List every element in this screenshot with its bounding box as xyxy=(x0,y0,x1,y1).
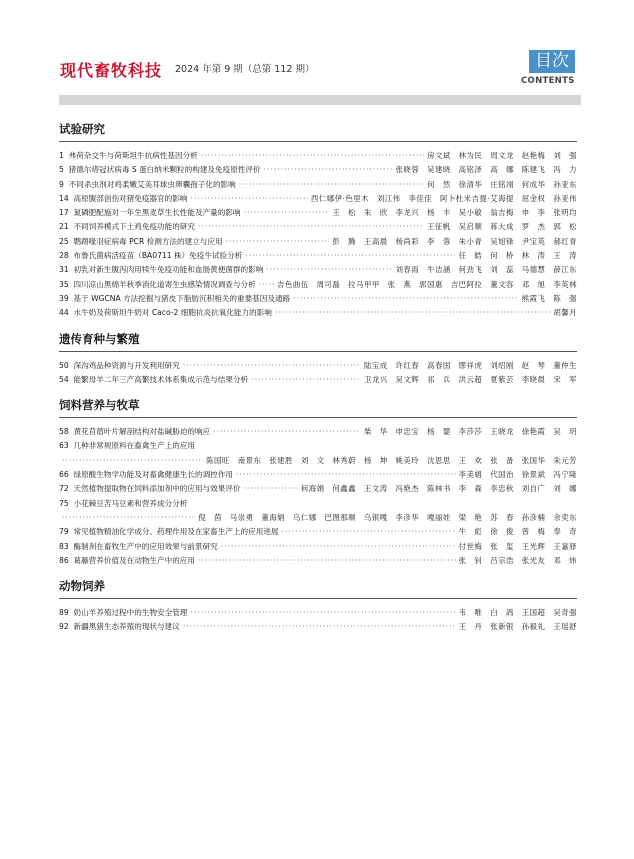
entry-title: 不同杀虫剂对鸡柔嫩艾美耳球虫卵囊孢子化的影响 xyxy=(68,179,236,189)
entry-authors: 房文斌 林为民 周文龙 赵艳梅 刘 强 xyxy=(427,151,577,160)
toc-section xyxy=(59,331,577,388)
toc-entry[interactable] xyxy=(59,425,577,439)
entry-page-number: 25 xyxy=(59,236,69,246)
entry-title-with-page xyxy=(59,554,195,568)
entry-title-with-page xyxy=(59,439,195,453)
section-title: 遗传育种与繁殖 xyxy=(59,331,577,352)
leader-dots xyxy=(213,425,361,439)
entry-authors: 胡馨月 xyxy=(553,308,577,318)
entry-title: 黄花苜蓿叶片解剖结构对盐碱胁迫的响应 xyxy=(73,427,211,437)
entry-title: 猪德尔塔冠状病毒 S 蛋白纳米颗粒的构建及免疫原性评价 xyxy=(68,165,261,175)
leader-dots xyxy=(190,192,308,206)
entry-title-with-page xyxy=(59,263,263,277)
leader-dots xyxy=(275,306,550,320)
entry-page-number: 75 xyxy=(59,498,69,508)
entry-title: 基于 WGCNA 方法挖掘与猪皮下脂肪沉积相关的重要基因及通路 xyxy=(73,293,291,303)
toc-entry[interactable] xyxy=(59,292,577,306)
entry-title-with-page xyxy=(59,606,187,620)
toc-section xyxy=(59,578,577,635)
entry-authors: 吉色曲伍 周可磊 拉马甲甲 张 燕 郭国惠 吉巴阿拉 董文容 邓 旭 李英林 xyxy=(277,279,577,289)
entry-authors: 何海娟 何鑫鑫 王文涛 冯艳杰 陈林书 李 森 李忠秋 刘自广 刘 娜 xyxy=(300,484,577,494)
leader-dots xyxy=(198,220,424,234)
entry-page-number: 86 xyxy=(59,555,69,565)
entry-page-number: 63 xyxy=(59,441,69,451)
entry-title: 深沟鸡品种资源与开发利用研究 xyxy=(73,360,180,370)
entry-authors: 张晓蓉 吴建晓 高铭泽 高 娜 陈建飞 冯 力 xyxy=(395,165,577,175)
entry-authors: 韦 唯 白 鸽 王国超 吴奇强 xyxy=(458,608,577,618)
toc-entry[interactable] xyxy=(59,249,577,263)
entry-title-with-page xyxy=(59,178,236,192)
entry-page-number: 79 xyxy=(59,527,69,537)
entry-page-number: 31 xyxy=(59,265,69,275)
leader-dots xyxy=(183,620,456,634)
entry-title: 酶制剂在畜牧生产中的应用效果与前景研究 xyxy=(73,541,218,551)
entry-authors: 西仁娜伊·色里木 刘江伟 李佳佳 阿卜杜米吉提·艾海提 屈金权 孙亚伟 xyxy=(310,193,577,203)
leader-dots xyxy=(62,454,203,468)
entry-title: 初乳对新生腹泻肉用犊牛免疫功能和血肠黄便菌群的影响 xyxy=(73,265,264,275)
entry-title-with-page xyxy=(59,192,187,206)
toc-entry[interactable] xyxy=(59,278,577,292)
contents-label-cn: 目次 xyxy=(529,50,575,73)
entry-authors: 张 钊 吕宗浩 张光友 邓 炜 xyxy=(458,555,577,565)
entry-title: 新疆黑猪生态养殖的现状与建议 xyxy=(73,622,180,632)
leader-dots xyxy=(266,263,392,277)
entry-page-number: 72 xyxy=(59,484,69,494)
leader-dots xyxy=(293,292,519,306)
journal-name: 现代畜牧科技 xyxy=(60,61,163,80)
entry-title: 四川凉山黑绵羊秋季消化道寄生虫感染情况调查与分析 xyxy=(73,279,256,289)
toc-entry[interactable] xyxy=(59,525,577,539)
entry-title: 天然植物提取物在饲料添加剂中的应用与效果评价 xyxy=(73,484,241,494)
toc-entry[interactable] xyxy=(59,606,577,620)
entry-title-with-page xyxy=(59,220,195,234)
entry-title: 水牛奶及荷斯坦牛奶对 Caco-2 细胞抗炎抗氧化能力的影响 xyxy=(73,308,272,318)
entry-title-with-page xyxy=(59,292,290,306)
leader-dots xyxy=(198,554,456,568)
entry-title: 氮磷肥配施对一年生黑麦草生长性能及产量的影响 xyxy=(73,208,241,218)
entry-page-number: 14 xyxy=(59,193,69,203)
entry-title-with-page xyxy=(59,620,180,634)
toc-entry[interactable] xyxy=(59,373,577,387)
entry-title-with-page xyxy=(59,206,241,220)
entry-page-number: 5 xyxy=(59,165,64,175)
toc-entry[interactable] xyxy=(59,540,577,554)
entry-authors: 卫龙兴 吴文辉 祁 兵 洪云超 夏紫芸 李晓晨 宋 军 xyxy=(363,374,577,384)
entry-authors: 刘春雨 牛洁涵 何劲飞 刘 蕊 马德慧 薛江东 xyxy=(395,265,577,275)
entry-title-with-page xyxy=(59,525,279,539)
entry-title: 几种非常规原料在畜禽生产上的应用 xyxy=(73,441,195,451)
entry-title: 高原腹部创伤对猪免疫器官的影响 xyxy=(73,193,188,203)
section-title: 饲料营养与牧草 xyxy=(59,397,577,418)
contents-label-en: CONTENTS xyxy=(521,76,575,86)
entry-title-with-page xyxy=(59,359,180,373)
toc-entry[interactable] xyxy=(59,263,577,277)
entry-page-number: 54 xyxy=(59,374,69,384)
entry-title-with-page xyxy=(59,373,248,387)
entry-page-number: 28 xyxy=(59,251,69,261)
entry-title-with-page xyxy=(59,540,218,554)
entry-title-with-page xyxy=(59,235,223,249)
entry-page-number: 58 xyxy=(59,427,69,437)
leader-dots xyxy=(236,468,456,482)
leader-dots xyxy=(226,235,330,249)
entry-title-with-page xyxy=(59,249,242,263)
entry-authors: 王 松 朱 欣 李龙兴 杨 丰 吴小敏 翁吉梅 申 李 张明均 xyxy=(332,208,577,218)
entry-authors: 倪 茵 马崇勇 董海娟 乌仁娜 巴图那顺 乌银嘎 李彦华 嘎丽娃 梁 艳 苏 春 孙彦楠 余奕东 xyxy=(198,512,577,522)
entry-page-number: 92 xyxy=(59,622,69,632)
entry-authors: 王 丹 张新银 孙毅礼 王瑶舒 xyxy=(458,622,577,632)
entry-page-number: 35 xyxy=(59,279,69,289)
entry-authors: 何 然 徐清华 庄铭翊 何成华 孙亚东 xyxy=(427,179,577,189)
entry-title: 常见植物精油化学成分、药理作用及在家畜生产上的应用进展 xyxy=(73,527,279,537)
entry-authors: 付世梅 张 玺 王光辉 王嘉驿 xyxy=(458,541,577,551)
leader-dots xyxy=(201,149,424,163)
entry-authors: 李美娟 代国治 徐景斌 冯宁隆 xyxy=(458,470,577,480)
leader-dots xyxy=(259,278,274,292)
entry-authors: 王征帆 吴启顺 蒋大成 罗 杰 郭 松 xyxy=(427,222,577,232)
entry-authors: 牛 彪 徐 俊 曾 梅 奉 奇 xyxy=(458,527,577,537)
toc-entry[interactable] xyxy=(59,359,577,373)
entry-page-number: 50 xyxy=(59,360,69,370)
entry-title: 小花棘豆苦马豆素和营养成分分析 xyxy=(73,498,188,508)
toc-entry[interactable] xyxy=(59,178,577,192)
entry-title: 能繁母羊二年三产高繁技术体系集成示范与结果分析 xyxy=(73,374,249,384)
entry-title-with-page xyxy=(59,278,256,292)
entry-authors: 陈国旺 南景东 张建胜 刘 文 林秀蔚 杨 坤 姚美玲 沈思思 王 欢 张 备 张国华 朱元芳 xyxy=(206,455,577,465)
entry-title: 布鲁氏菌病活疫苗（BA0711 株）免疫牛试验分析 xyxy=(73,251,243,261)
issue-info: 2024 年第 9 期（总第 112 期） xyxy=(175,64,315,75)
leader-dots xyxy=(245,249,455,263)
entry-title-with-page xyxy=(59,468,233,482)
leader-dots xyxy=(221,540,456,554)
entry-page-number: 83 xyxy=(59,541,69,551)
leader-dots xyxy=(62,511,195,525)
entry-authors: 柴 华 申忠宝 杨 婴 李莎莎 王晓龙 徐艳霞 吴 玥 xyxy=(363,427,577,437)
leader-dots xyxy=(190,606,455,620)
entry-title-with-page xyxy=(59,482,241,496)
leader-dots xyxy=(244,206,330,220)
entry-authors: 任 皓 何 桥 林 涛 王 涛 xyxy=(458,251,577,261)
toc-entry[interactable] xyxy=(59,554,577,568)
toc-entry[interactable] xyxy=(59,439,577,468)
leader-dots xyxy=(239,178,424,192)
entry-title: 不同饲养模式下土鸡免疫功能的研究 xyxy=(73,222,195,232)
toc-entry[interactable] xyxy=(59,235,577,249)
leader-dots xyxy=(251,373,361,387)
toc-section xyxy=(59,121,577,321)
entry-page-number: 89 xyxy=(59,608,69,618)
entry-title-with-page xyxy=(59,306,272,320)
entry-authors: 陆宝成 许红春 高春国 缪祥虎 刘绍刚 赵 琴 董仲生 xyxy=(363,360,577,370)
entry-page-number: 1 xyxy=(59,151,64,160)
toc-entry[interactable] xyxy=(59,163,577,177)
entry-page-number: 44 xyxy=(59,308,69,318)
leader-dots xyxy=(282,525,456,539)
table-of-contents xyxy=(59,117,577,645)
entry-title: 绿原酸生物学功能及对畜禽健康生长的调控作用 xyxy=(73,470,233,480)
entry-page-number: 66 xyxy=(59,470,69,480)
section-title: 试验研究 xyxy=(59,121,577,142)
entry-page-number: 21 xyxy=(59,222,69,232)
entry-authors: 彭 腾 王高晨 杨尚彩 李 蓉 朱小青 吴旭锋 尹宝英 郝红青 xyxy=(332,236,577,246)
leader-dots xyxy=(264,163,393,177)
toc-section xyxy=(59,397,577,568)
toc-entry[interactable] xyxy=(59,206,577,220)
toc-entry[interactable] xyxy=(59,497,577,526)
page-header xyxy=(0,0,634,100)
header-divider-bar xyxy=(59,95,581,105)
section-title: 动物饲养 xyxy=(59,578,577,599)
entry-page-number: 17 xyxy=(59,208,69,218)
toc-entry[interactable] xyxy=(59,482,577,496)
entry-title: 奶山羊养殖过程中的生物安全管理 xyxy=(73,608,188,618)
entry-title-with-page xyxy=(59,163,261,177)
entry-title: 葛藤营养价值及在动物生产中的应用 xyxy=(73,555,195,565)
toc-entry[interactable] xyxy=(59,192,577,206)
entry-title: 弗荷杂交牛与荷斯坦牛抗病性基因分析 xyxy=(68,151,198,160)
entry-title-with-page xyxy=(59,497,187,511)
toc-entry[interactable] xyxy=(59,620,577,634)
entry-title-with-page xyxy=(59,425,210,439)
leader-dots xyxy=(183,359,361,373)
entry-page-number: 9 xyxy=(59,179,64,189)
toc-entry[interactable] xyxy=(59,468,577,482)
toc-entry[interactable] xyxy=(59,220,577,234)
toc-entry[interactable] xyxy=(59,149,577,163)
toc-entry[interactable] xyxy=(59,306,577,320)
entry-authors: 熊霞飞 陈 强 xyxy=(521,293,577,303)
entry-title: 鹦鹉喙羽症病毒 PCR 检测方法的建立与应用 xyxy=(73,236,223,246)
entry-page-number: 39 xyxy=(59,293,69,303)
entry-title-with-page xyxy=(59,149,198,163)
leader-dots xyxy=(244,482,298,496)
